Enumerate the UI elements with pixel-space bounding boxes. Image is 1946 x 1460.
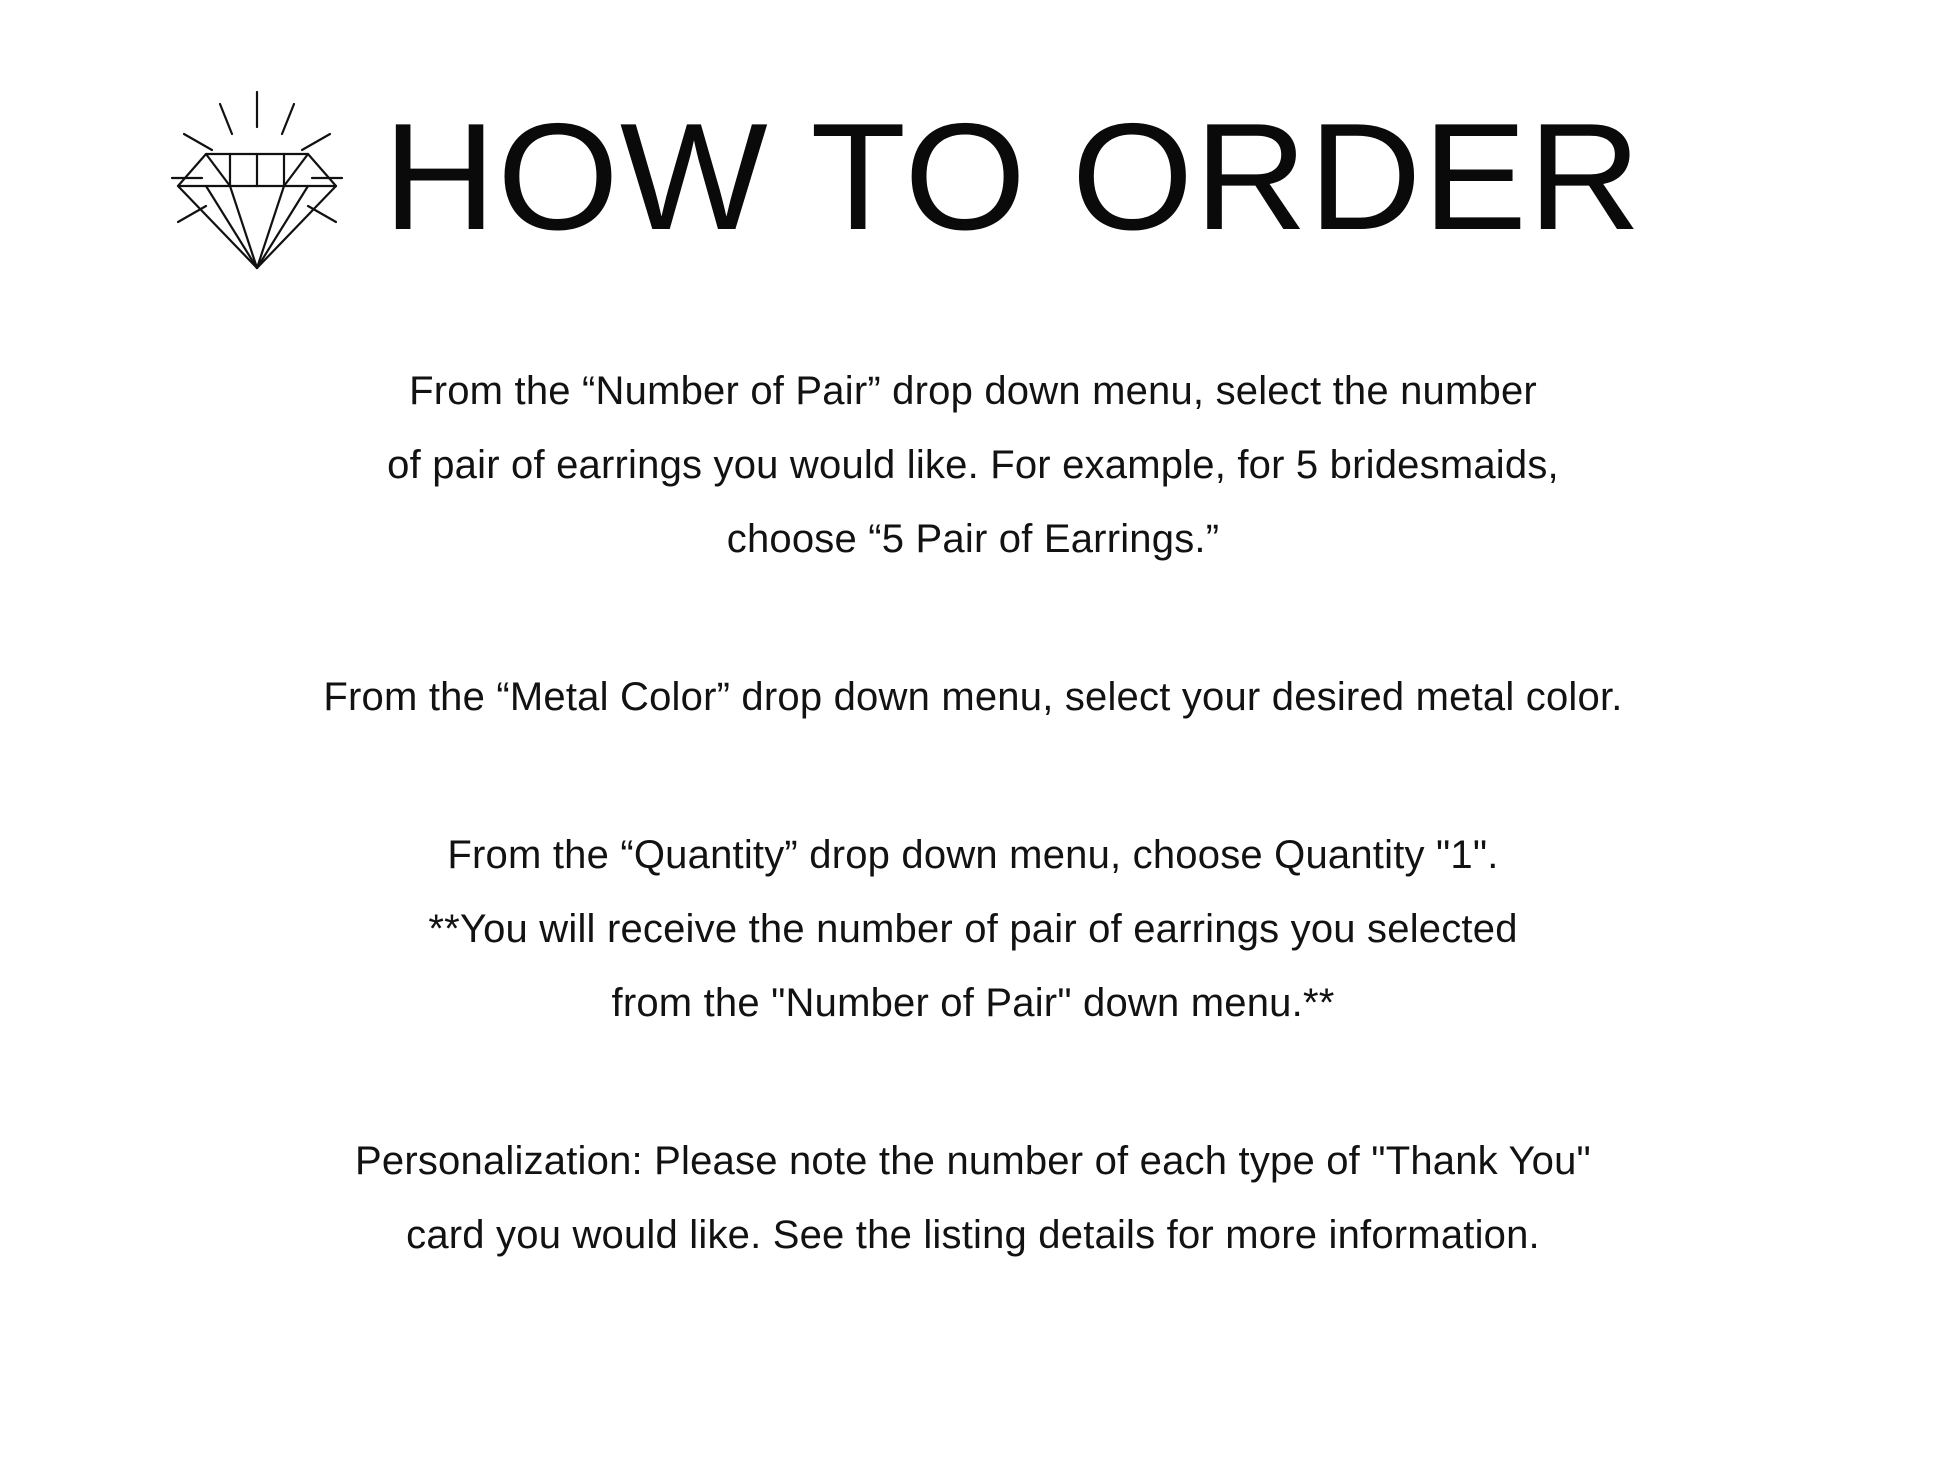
instruction-block-number-of-pair	[120, 354, 1826, 576]
instruction-line: From the “Metal Color” drop down menu, select your desired metal color.	[323, 675, 1623, 719]
instructions-body	[0, 354, 1946, 1272]
instruction-block-quantity	[120, 818, 1826, 1040]
instruction-line: From the “Quantity” drop down menu, choose Quantity "1".	[447, 833, 1499, 877]
instruction-block-metal-color	[120, 660, 1826, 734]
instruction-line: choose “5 Pair of Earrings.”	[726, 517, 1220, 561]
page-title: HOW TO ORDER	[383, 92, 1643, 262]
instruction-line: Personalization: Please note the number of each type of "Thank You"	[355, 1139, 1591, 1183]
instruction-line: of pair of earrings you would like. For example, for 5 bridesmaids,	[387, 443, 1559, 487]
instruction-line: card you would like. See the listing details for more information.	[406, 1213, 1540, 1257]
diamond-icon	[150, 82, 365, 282]
spacer	[120, 1090, 1826, 1124]
spacer	[120, 784, 1826, 818]
header	[0, 0, 1946, 282]
instruction-block-personalization	[120, 1124, 1826, 1272]
instruction-line: from the "Number of Pair" down menu.**	[611, 981, 1335, 1025]
instruction-line: **You will receive the number of pair of earrings you selected	[428, 907, 1518, 951]
spacer	[120, 626, 1826, 660]
instruction-line: From the “Number of Pair” drop down menu, select the number	[409, 369, 1537, 413]
